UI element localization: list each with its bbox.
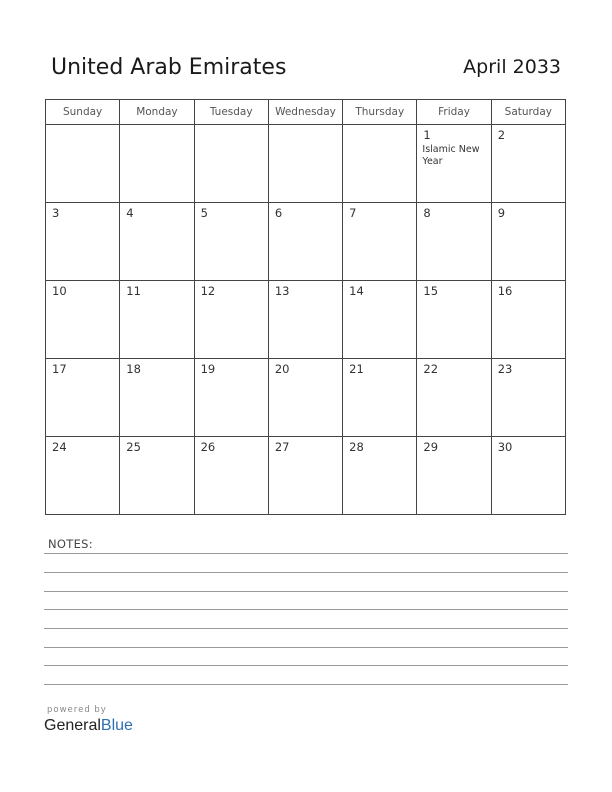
calendar-week-row <box>46 281 566 359</box>
day-number: 27 <box>274 440 290 454</box>
day-number: 7 <box>349 206 357 220</box>
day-number: 15 <box>423 284 439 298</box>
day-number: 22 <box>423 362 439 376</box>
weekday-tuesday: Tuesday <box>194 100 268 125</box>
note-line <box>44 665 568 666</box>
calendar-day-cell <box>343 203 417 281</box>
calendar-day-cell <box>268 437 342 515</box>
calendar-day-cell <box>120 437 194 515</box>
weekday-thursday: Thursday <box>343 100 417 125</box>
calendar-day-cell <box>194 281 268 359</box>
calendar-day-cell <box>46 125 120 203</box>
calendar-day-cell <box>268 125 342 203</box>
weekday-monday: Monday <box>120 100 194 125</box>
page-title-month: April 2033 <box>463 56 561 78</box>
day-number: 1 <box>423 128 431 142</box>
day-number: 12 <box>200 284 216 298</box>
day-number: 11 <box>126 284 141 298</box>
calendar-week-row <box>46 125 566 203</box>
calendar-day-cell <box>120 203 194 281</box>
calendar-day-cell <box>343 437 417 515</box>
note-line <box>44 628 568 629</box>
day-number <box>269 125 342 128</box>
calendar-day-cell <box>343 359 417 437</box>
day-number: 20 <box>274 362 290 376</box>
calendar-day-cell <box>417 437 491 515</box>
day-number: 6 <box>274 206 283 220</box>
calendar-week-row <box>46 437 566 515</box>
day-number: 4 <box>126 206 134 220</box>
note-line <box>44 647 568 648</box>
day-number: 9 <box>497 206 506 220</box>
calendar-day-cell <box>46 359 120 437</box>
calendar-day-cell <box>268 281 342 359</box>
calendar-day-cell <box>491 125 565 203</box>
calendar-day-cell <box>194 203 268 281</box>
day-number: 8 <box>423 206 431 220</box>
calendar-grid <box>45 99 566 515</box>
calendar-day-cell <box>46 281 120 359</box>
notes-label: NOTES: <box>48 537 93 551</box>
calendar-day-cell <box>120 281 194 359</box>
calendar-day-cell <box>491 203 565 281</box>
brand-logo <box>44 717 133 735</box>
day-number: 30 <box>497 440 513 454</box>
day-number: 23 <box>497 362 513 376</box>
weekday-sunday: Sunday <box>46 100 120 125</box>
calendar-day-cell <box>343 125 417 203</box>
calendar-day-cell <box>120 359 194 437</box>
calendar-day-cell <box>417 203 491 281</box>
weekday-friday: Friday <box>417 100 491 125</box>
day-number: 21 <box>349 362 364 376</box>
brand-logo-general: General <box>44 717 101 734</box>
day-number <box>343 125 416 128</box>
day-number: 29 <box>423 440 439 454</box>
calendar-day-cell <box>194 359 268 437</box>
day-number <box>120 125 193 128</box>
page-title-country: United Arab Emirates <box>51 55 287 80</box>
calendar-day-cell <box>417 125 491 203</box>
day-number <box>195 125 268 128</box>
holiday-label: Islamic New Year <box>422 144 480 167</box>
day-number: 26 <box>200 440 216 454</box>
day-number: 17 <box>52 362 67 376</box>
calendar-week-row <box>46 359 566 437</box>
day-number: 24 <box>52 440 67 454</box>
weekday-wednesday: Wednesday <box>268 100 342 125</box>
day-number: 13 <box>274 284 290 298</box>
powered-by-text: powered by <box>47 705 107 715</box>
note-line <box>44 591 568 592</box>
calendar-day-cell <box>46 203 120 281</box>
calendar-day-cell <box>417 359 491 437</box>
day-number: 5 <box>200 206 208 220</box>
calendar-day-cell <box>491 437 565 515</box>
day-number <box>46 125 119 128</box>
calendar-day-cell <box>268 359 342 437</box>
calendar-day-cell <box>491 281 565 359</box>
day-number: 19 <box>200 362 216 376</box>
day-number: 16 <box>497 284 513 298</box>
calendar-day-cell <box>194 437 268 515</box>
day-number: 3 <box>52 206 60 220</box>
weekday-header-row <box>46 100 566 125</box>
calendar-day-cell <box>46 437 120 515</box>
calendar-week-row <box>46 203 566 281</box>
note-line <box>44 553 568 554</box>
day-number: 18 <box>126 362 141 376</box>
brand-logo-blue: Blue <box>100 717 133 734</box>
day-number: 2 <box>497 128 506 142</box>
calendar-day-cell <box>343 281 417 359</box>
note-line <box>44 609 568 610</box>
calendar-day-cell <box>194 125 268 203</box>
day-number: 25 <box>126 440 141 454</box>
day-number: 28 <box>349 440 364 454</box>
note-line <box>44 572 568 573</box>
calendar-day-cell <box>417 281 491 359</box>
calendar-day-cell <box>120 125 194 203</box>
note-line <box>44 684 568 685</box>
day-number: 14 <box>349 284 364 298</box>
calendar-day-cell <box>491 359 565 437</box>
calendar-day-cell <box>268 203 342 281</box>
day-number: 10 <box>52 284 67 298</box>
weekday-saturday: Saturday <box>491 100 565 125</box>
